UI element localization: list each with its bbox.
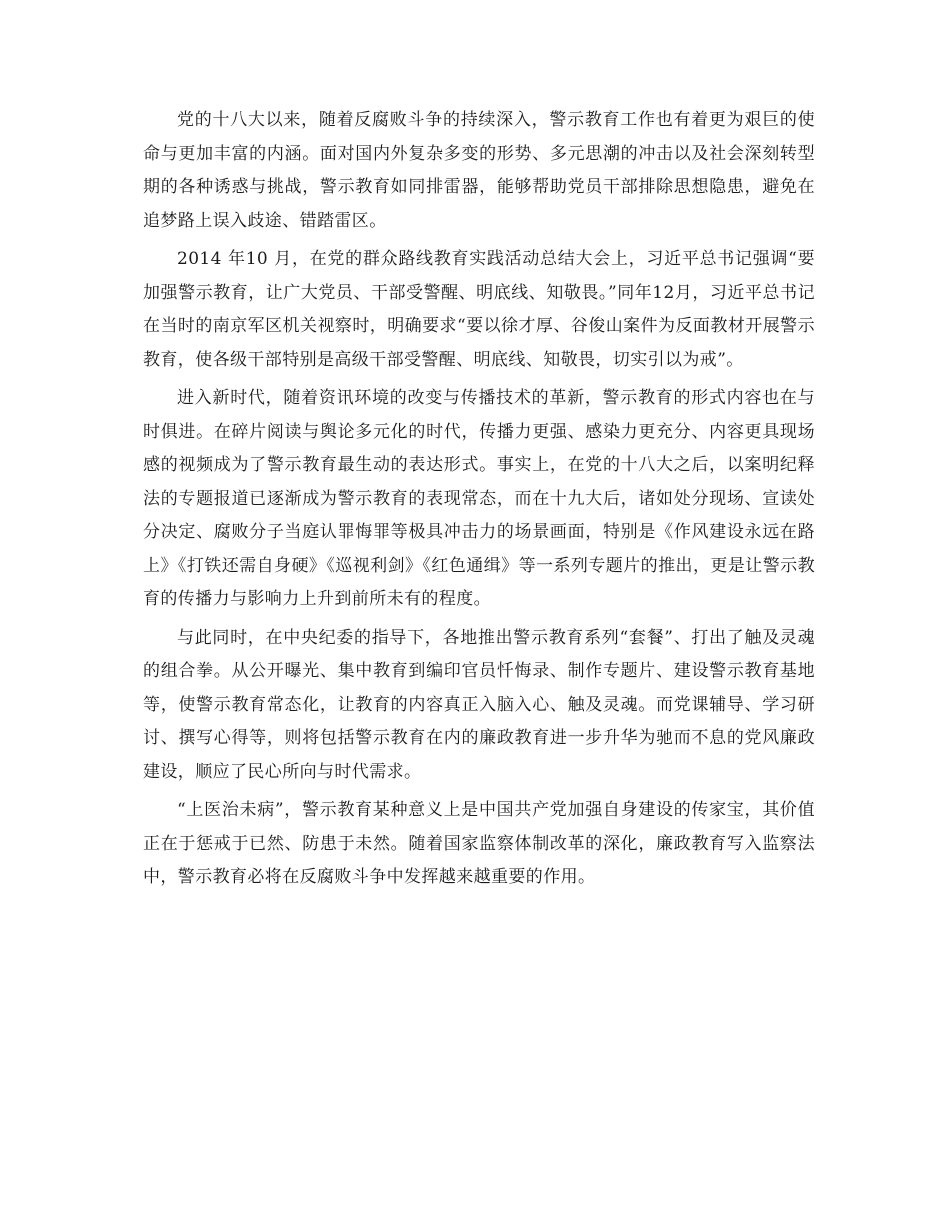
paragraph-3: 进入新时代，随着资讯环境的改变与传播技术的革新，警示教育的形式内容也在与时俱进。在碎片阅读与舆论多元化的时代，传播力更强、感染力更充分、内容更具现场感的视频成为了警示教育最生动的表达形式。事实上，在党的十八大之后，以案明纪释法的专题报道已逐渐成为警示教育的表现常态，而在十九大后，诸如处分现场、宣读处分决定、腐败分子当庭认罪悔罪等极具冲击力的场景画面，特别是《作风建设永远在路上》《打铁还需自身硬》《巡视利剑》《红色通缉》等一系列专题片的推出，更是让警示教育的传播力与影响力上升到前所未有的程度。 — [143, 388, 815, 609]
document-body — [143, 104, 815, 900]
paragraph-1: 党的十八大以来，随着反腐败斗争的持续深入，警示教育工作也有着更为艰巨的使命与更加丰富的内涵。面对国内外复杂多变的形势、多元思潮的冲击以及社会深刻转型期的各种诱惑与挑战，警示教育如同排雷器，能够帮助党员干部排除思想隐患，避免在追梦路上误入歧途、错踏雷区。 — [143, 110, 815, 231]
paragraph-2: 2014 年10 月，在党的群众路线教育实践活动总结大会上，习近平总书记强调“要加强警示教育，让广大党员、干部受警醒、明底线、知敬畏。”同年12月，习近平总书记在当时的南京军区机关视察时，明确要求“要以徐才厚、谷俊山案件为反面教材开展警示教育，使各级干部特别是高级干部受警醒、明底线、知敬畏，切实引以为戒”。 — [143, 249, 815, 370]
paragraph-4: 与此同时，在中央纪委的指导下，各地推出警示教育系列“套餐”、打出了触及灵魂的组合拳。从公开曝光、集中教育到编印官员忏悔录、制作专题片、建设警示教育基地等，使警示教育常态化，让教育的内容真正入脑入心、触及灵魂。而党课辅导、学习研讨、撰写心得等，则将包括警示教育在内的廉政教育进一步升华为驰而不息的党风廉政建设，顺应了民心所向与时代需求。 — [143, 627, 815, 782]
paragraph-5: “上医治未病”，警示教育某种意义上是中国共产党加强自身建设的传家宝，其价值正在于惩戒于已然、防患于未然。随着国家监察体制改革的深化，廉政教育写入监察法中，警示教育必将在反腐败斗争中发挥越来越重要的作用。 — [143, 800, 815, 887]
